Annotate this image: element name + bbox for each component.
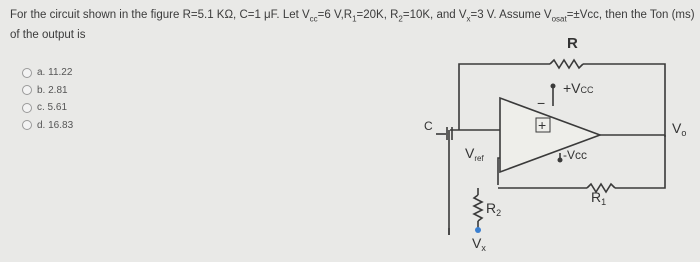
option-label: d. 16.83 bbox=[37, 119, 74, 131]
question-line-2: of the output is bbox=[10, 29, 86, 42]
option-label: c. 5.61 bbox=[37, 102, 68, 114]
vo-label: $V_o$ bbox=[672, 120, 687, 138]
option-label: a. 11.22 bbox=[37, 67, 73, 79]
minus-vcc-terminal-dot bbox=[558, 158, 563, 163]
question-line-1: For the circuit shown in the figure R=5.1 KΩ, C=1 μF. Let $V_{cc}=6$ $V,R_1=20K$, $R_2=10K$, and $V_x=3$ V. Assume $V_{osat}=\pm Vcc$, then the Ton (ms) bbox=[10, 9, 695, 24]
r1-label: $R_1$ bbox=[591, 189, 607, 207]
option-label: b. 2.81 bbox=[37, 84, 68, 96]
inverting-sign: − bbox=[537, 95, 546, 111]
capacitor-label: C bbox=[424, 119, 433, 133]
non-inverting-sign: + bbox=[538, 117, 547, 133]
r2-label: $R_2$ bbox=[486, 200, 502, 218]
resistor-r-label: R bbox=[567, 35, 578, 52]
vx-terminal-dot bbox=[475, 227, 481, 233]
vref-label: $V_{ref}$ bbox=[465, 145, 484, 163]
vcc-terminal-dot bbox=[551, 84, 556, 89]
plus-vcc-label: +VCC bbox=[563, 80, 594, 96]
minus-vcc-label: -Vcc bbox=[563, 148, 587, 162]
vx-label: $V_x$ bbox=[472, 235, 486, 253]
